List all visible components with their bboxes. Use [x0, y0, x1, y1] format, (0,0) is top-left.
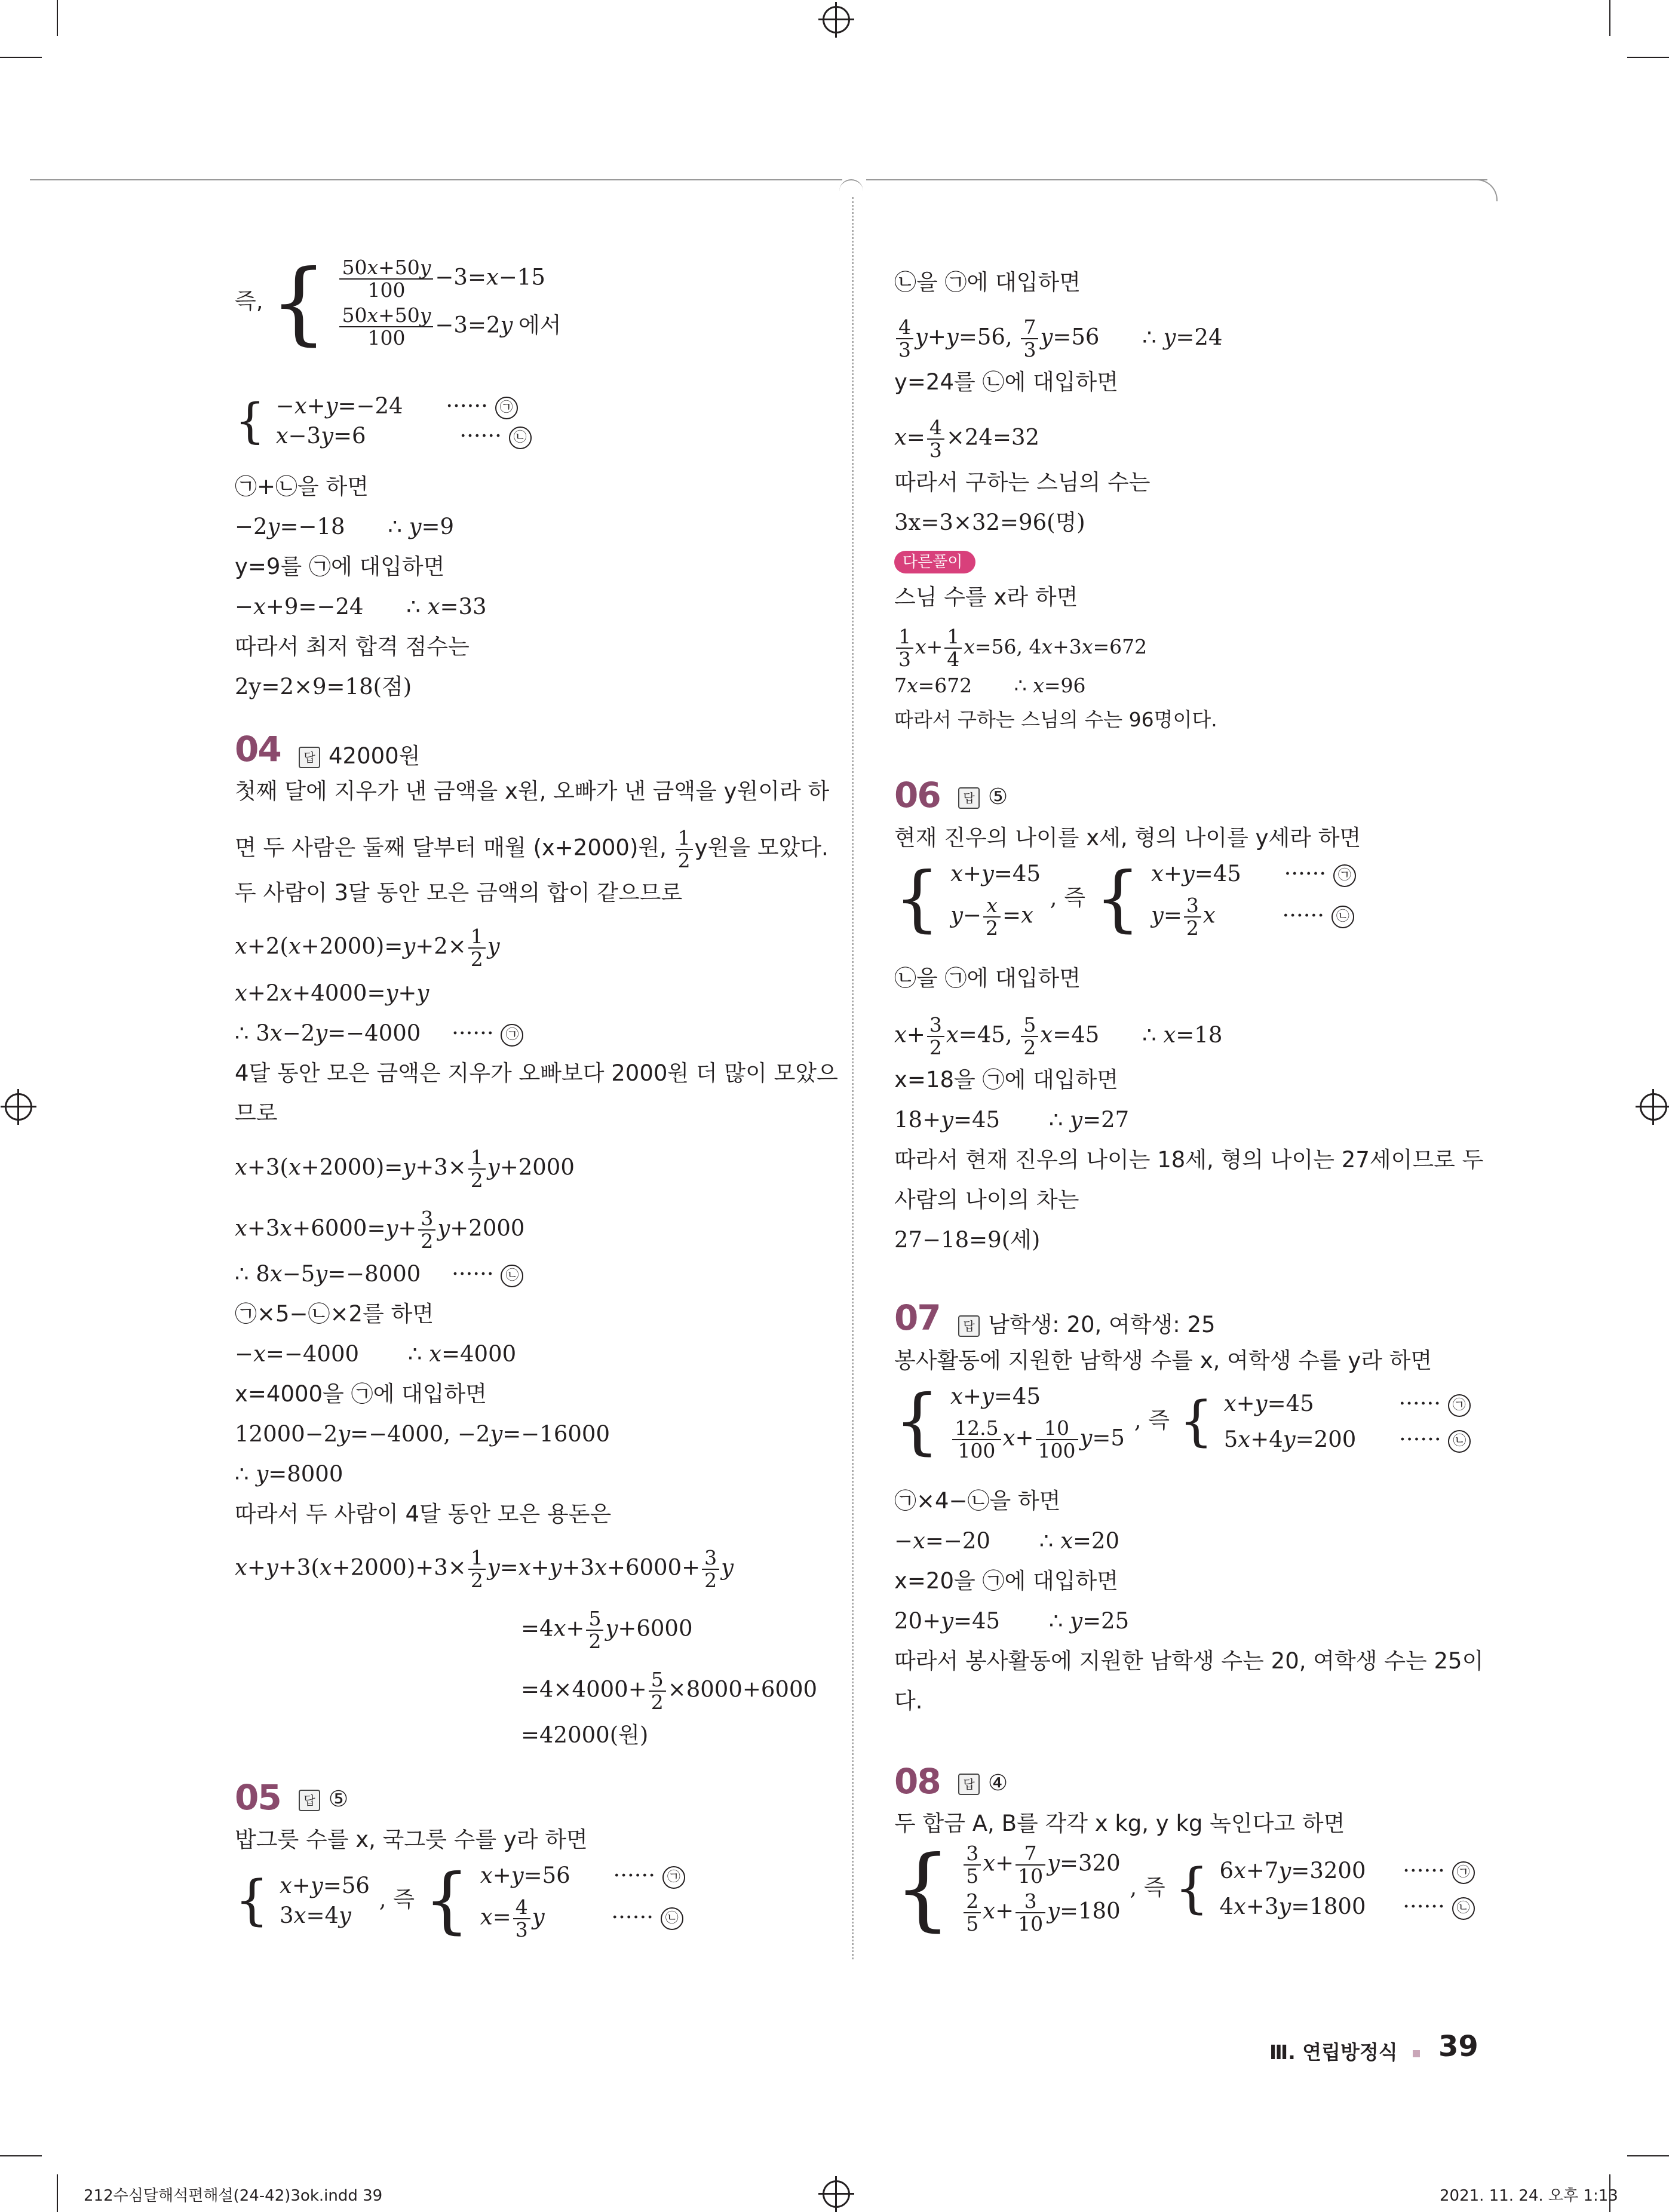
text-line: ㉠×5−㉡×2를 하면 — [235, 1301, 434, 1327]
math-line: x+y+3(x+2000)+3× $\frac{1}{2}$ y=x+y+3x+6000+ $\frac{3}{2}$ y — [235, 1546, 734, 1592]
problem-number: 04 — [235, 729, 281, 769]
answer-icon: 답 — [958, 1315, 980, 1337]
top-rule-left — [30, 179, 842, 180]
answer-icon: 답 — [958, 787, 980, 809]
math-line: { x+y=56 3x=4y , 즉 { x+y=56 ······ ㉠ x= $\frac{4}{3}$ y ······ ㉡ — [235, 1861, 685, 1941]
column-divider — [852, 197, 854, 1959]
text-line: ㉠×4−㉡을 하면 — [894, 1488, 1061, 1514]
text-line: 27−18=9(세) — [894, 1227, 1041, 1253]
alt-solution-badge: 다른풀이 — [894, 551, 975, 573]
answer-label: 답 ④ — [958, 1770, 1008, 1796]
text-line: 4달 동안 모은 금액은 지우가 오빠보다 2000원 더 많이 모았으 — [235, 1060, 838, 1086]
file-name: 212수심달해석편해설(24-42)3ok.indd 39 — [84, 2187, 383, 2205]
text-line: 첫째 달에 지우가 낸 금액을 x원, 오빠가 낸 금액을 y원이라 하 — [235, 778, 830, 804]
chapter-title: Ⅲ. 연립방정식 — [1269, 2037, 1428, 2065]
math-line: ∴ 8x−5y=−8000 ······ ㉡ — [235, 1259, 523, 1289]
math-line: 20+y=45 ∴ y=25 — [894, 1608, 1130, 1634]
top-rule-right — [866, 179, 1487, 180]
top-rule-curve — [839, 179, 863, 204]
text-line: ㉠+㉡을 하면 — [235, 474, 369, 499]
math-line: ∴ y=8000 — [235, 1461, 343, 1487]
math-line: x+2(x+2000)=y+2× $\frac{1}{2}$ y — [235, 925, 500, 971]
answer-label: 답 ⑤ — [299, 1786, 348, 1812]
math-line: −x+9=−24 ∴ x=33 — [235, 594, 487, 619]
math-line: $\frac{4}{3}$ y+y=56, $\frac{7}{3}$ y=56 ∴ y=24 — [894, 317, 1223, 361]
math-line: ∴ 3x−2y=−4000 ······ ㉠ — [235, 1018, 523, 1048]
crop-mark — [0, 2155, 42, 2156]
registration-mark-top — [823, 6, 850, 33]
text-line: 3x=3×32=96(명) — [894, 510, 1085, 535]
problem-number: 06 — [894, 775, 940, 815]
text-line: 두 합금 A, B를 각각 x kg, y kg 녹인다고 하면 — [894, 1811, 1345, 1836]
text-line: y=9를 ㉠에 대입하면 — [235, 554, 445, 579]
math-line: 7x=672 ∴ x=96 — [894, 674, 1086, 697]
text-line: 다. — [894, 1688, 923, 1714]
crop-mark — [1627, 2155, 1669, 2156]
answer-icon: 답 — [299, 747, 320, 768]
text-line: x=4000을 ㉠에 대입하면 — [235, 1381, 487, 1407]
math-line: =4x+ $\frac{5}{2}$ y+6000 — [521, 1607, 693, 1653]
text-line: 스님 수를 x라 하면 — [894, 584, 1078, 610]
math-line: =42000(원) — [521, 1722, 649, 1748]
problem-number: 05 — [235, 1777, 281, 1818]
text-line: 2y=2×9=18(점) — [235, 674, 412, 700]
text-line: 므로 — [235, 1100, 278, 1126]
crop-mark — [57, 0, 58, 36]
text-line: y=24를 ㉡에 대입하면 — [894, 369, 1118, 395]
answer-label: 답 42000원 — [299, 738, 420, 770]
text-line: 따라서 현재 진우의 나이는 18세, 형의 나이는 27세이므로 두 — [894, 1147, 1484, 1173]
math-line: $\frac{1}{3}$ x+ $\frac{1}{4}$ x=56, 4x+3x=672 — [894, 626, 1147, 670]
crop-mark — [57, 2174, 58, 2212]
text-line: x=18을 ㉠에 대입하면 — [894, 1067, 1118, 1093]
math-line: 즉, { $\frac{50x+50y}{100}$ −3=x−15 $\frac{50x+50y}{100}$ −3=2y — [235, 251, 545, 355]
math-line: { x+y=45 $\frac{12.5}{100}$ x+ $\frac{10}{100}$ y=5 , 즉 { x+y=45 ······ ㉠ 5x+4y=200 ······ ㉡ — [894, 1382, 1471, 1462]
math-line: x+ $\frac{3}{2}$ x=45, $\frac{5}{2}$ x=45 ∴ x=18 — [894, 1013, 1223, 1059]
math-line: { −x+y=−24 ······ ㉠ x−3y=6 ······ ㉡ — [235, 391, 532, 451]
text-line: 따라서 최저 합격 점수는 — [235, 634, 470, 659]
text-line: 따라서 두 사람이 4달 동안 모은 용돈은 — [235, 1501, 612, 1527]
text-line: 봉사활동에 지원한 남학생 수를 x, 여학생 수를 y라 하면 — [894, 1348, 1432, 1373]
page-number: 39 — [1438, 2030, 1478, 2063]
math-line: x+3(x+2000)=y+3× $\frac{1}{2}$ y+2000 — [235, 1146, 575, 1192]
math-line: { x+y=45 y− $\frac{x}{2}$ =x , 즉 { x+y=45 ······ ㉠ y= $\frac{3}{2}$ x ······ ㉡ — [894, 859, 1356, 939]
text-line: 면 두 사람은 둘째 달부터 매월 (x+2000)원, $\frac{1}{2}$ y원을 모았다. — [235, 826, 829, 872]
text-line: 따라서 구하는 스님의 수는 — [894, 470, 1150, 495]
registration-mark-bottom — [823, 2180, 850, 2208]
chapter-square-icon — [1413, 2050, 1420, 2057]
math-line: −x=−20 ∴ x=20 — [894, 1528, 1120, 1554]
problem-number: 08 — [894, 1761, 940, 1802]
math-line: x+2x+4000=y+y — [235, 980, 429, 1006]
math-line: 18+y=45 ∴ y=27 — [894, 1107, 1130, 1133]
answer-label: 답 남학생: 20, 여학생: 25 — [958, 1306, 1216, 1339]
answer-label: 답 ⑤ — [958, 784, 1008, 809]
crop-mark — [0, 57, 42, 58]
text-line: 두 사람이 3달 동안 모은 금액의 합이 같으므로 — [235, 880, 683, 906]
math-line: 에서 — [519, 312, 562, 338]
math-line: x+3x+6000=y+ $\frac{3}{2}$ y+2000 — [235, 1207, 525, 1253]
answer-icon: 답 — [299, 1790, 320, 1811]
top-rule-end — [1475, 179, 1498, 201]
crop-mark — [1627, 57, 1669, 58]
text-line: 밥그릇 수를 x, 국그릇 수를 y라 하면 — [235, 1827, 588, 1852]
registration-mark-right — [1640, 1093, 1667, 1121]
math-line: −2y=−18 ∴ y=9 — [235, 514, 455, 539]
answer-icon: 답 — [958, 1774, 980, 1795]
text-line: 사람의 나이의 차는 — [894, 1187, 1079, 1213]
text-line: x=20을 ㉠에 대입하면 — [894, 1568, 1118, 1594]
math-line: x= $\frac{4}{3}$ ×24=32 — [894, 416, 1040, 462]
math-line: 12000−2y=−4000, −2y=−16000 — [235, 1421, 610, 1447]
crop-mark — [1609, 0, 1610, 36]
text-line: ㉡을 ㉠에 대입하면 — [894, 269, 1081, 295]
text-line: 따라서 구하는 스님의 수는 96명이다. — [894, 708, 1217, 731]
math-line: −x=−4000 ∴ x=4000 — [235, 1341, 517, 1367]
text-line: 현재 진우의 나이를 x세, 형의 나이를 y세라 하면 — [894, 825, 1361, 851]
circle-label-1: ㉠ — [495, 397, 518, 419]
circle-label-2: ㉡ — [509, 427, 532, 449]
math-line: { $\frac{3}{5}$ x+ $\frac{7}{10}$ y=320 $\frac{2}{5}$ x+ $\frac{3}{10}$ y=180 , 즉 { 6x+7y=3200 ······ ㉠ 4x+3y=1800 ······ ㉡ — [894, 1843, 1475, 1935]
problem-number: 07 — [894, 1297, 940, 1338]
text-line: 따라서 봉사활동에 지원한 남학생 수는 20, 여학생 수는 25이 — [894, 1648, 1484, 1674]
registration-mark-left — [5, 1093, 32, 1121]
print-timestamp: 2021. 11. 24. 오후 1:13 — [1440, 2187, 1618, 2205]
text-line: ㉡을 ㉠에 대입하면 — [894, 965, 1081, 991]
math-line: =4×4000+ $\frac{5}{2}$ ×8000+6000 — [521, 1668, 818, 1714]
